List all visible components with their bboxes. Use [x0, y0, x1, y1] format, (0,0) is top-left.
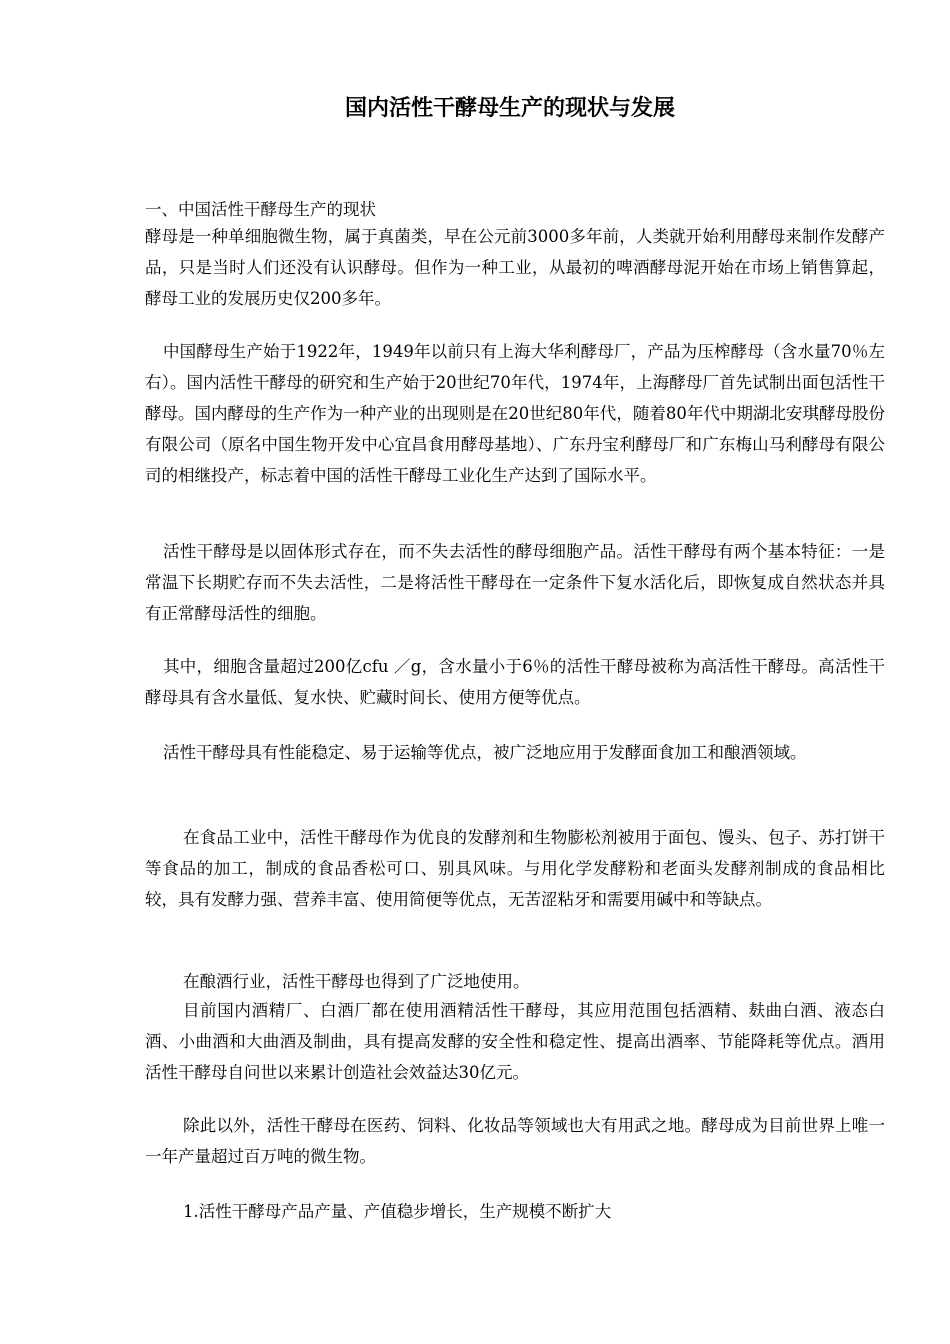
paragraph-definition: 活性干酵母是以固体形式存在，而不失去活性的酵母细胞产品。活性干酵母有两个基本特征：一是常温下长期贮存而不失去活性，二是将活性干酵母在一定条件下复水活化后，即恢复成自然状态并具有正常酵母活性的细胞。	[145, 542, 885, 623]
subsection-heading: 1.活性干酵母产品产量、产值稳步增长，生产规模不断扩大	[183, 1202, 612, 1221]
paragraph-intro: 酵母是一种单细胞微生物，属于真菌类，早在公元前3000多年前，人类就开始利用酵母来制作发酵产品，只是当时人们还没有认识酵母。但作为一种工业，从最初的啤酒酵母泥开始在市场上销售算起，酵母工业的发展历史仅200多年。	[145, 227, 885, 308]
paragraph-high-activity: 其中，细胞含量超过200亿cfu ／g，含水量小于6％的活性干酵母被称为高活性干酵母。高活性干酵母具有含水量低、复水快、贮藏时间长、使用方便等优点。	[145, 657, 885, 707]
section-heading: 一、中国活性干酵母生产的现状	[145, 200, 376, 219]
paragraph-alcohol-plants: 目前国内酒精厂、白酒厂都在使用酒精活性干酵母，其应用范围包括酒精、麸曲白酒、液态白酒、小曲酒和大曲酒及制曲，具有提高发酵的安全性和稳定性、提高出酒率、节能降耗等优点。酒用活性干酵母自问世以来累计创造社会效益达30亿元。	[145, 1001, 885, 1082]
paragraph-history: 中国酵母生产始于1922年，1949年以前只有上海大华利酵母厂，产品为压榨酵母（含水量70％左右）。国内活性干酵母的研究和生产始于20世纪70年代，1974年，上海酵母厂首先试制出面包活性干酵母。国内酵母的生产作为一种产业的出现则是在20世纪80年代，随着80年代中期湖北安琪酵母股份有限公司（原名中国生物开发中心宜昌食用酵母基地）、广东丹宝利酵母厂和广东梅山马利酵母有限公司的相继投产，标志着中国的活性干酵母工业化生产达到了国际水平。	[145, 342, 885, 485]
paragraph-brewing: 在酿酒行业，活性干酵母也得到了广泛地使用。	[183, 972, 530, 991]
paragraph-applications: 活性干酵母具有性能稳定、易于运输等优点，被广泛地应用于发酵面食加工和酿酒领域。	[163, 743, 807, 762]
paragraph-other-fields: 除此以外，活性干酵母在医药、饲料、化妆品等领域也大有用武之地。酵母成为目前世界上唯一一年产量超过百万吨的微生物。	[145, 1116, 885, 1166]
document-title: 国内活性干酵母生产的现状与发展	[344, 95, 675, 121]
paragraph-food-industry: 在食品工业中，活性干酵母作为优良的发酵剂和生物膨松剂被用于面包、馒头、包子、苏打饼干等食品的加工，制成的食品香松可口、别具风味。与用化学发酵粉和老面头发酵剂制成的食品相比较，具有发酵力强、营养丰富、使用简便等优点，无苦涩粘牙和需要用碱中和等缺点。	[145, 828, 885, 909]
